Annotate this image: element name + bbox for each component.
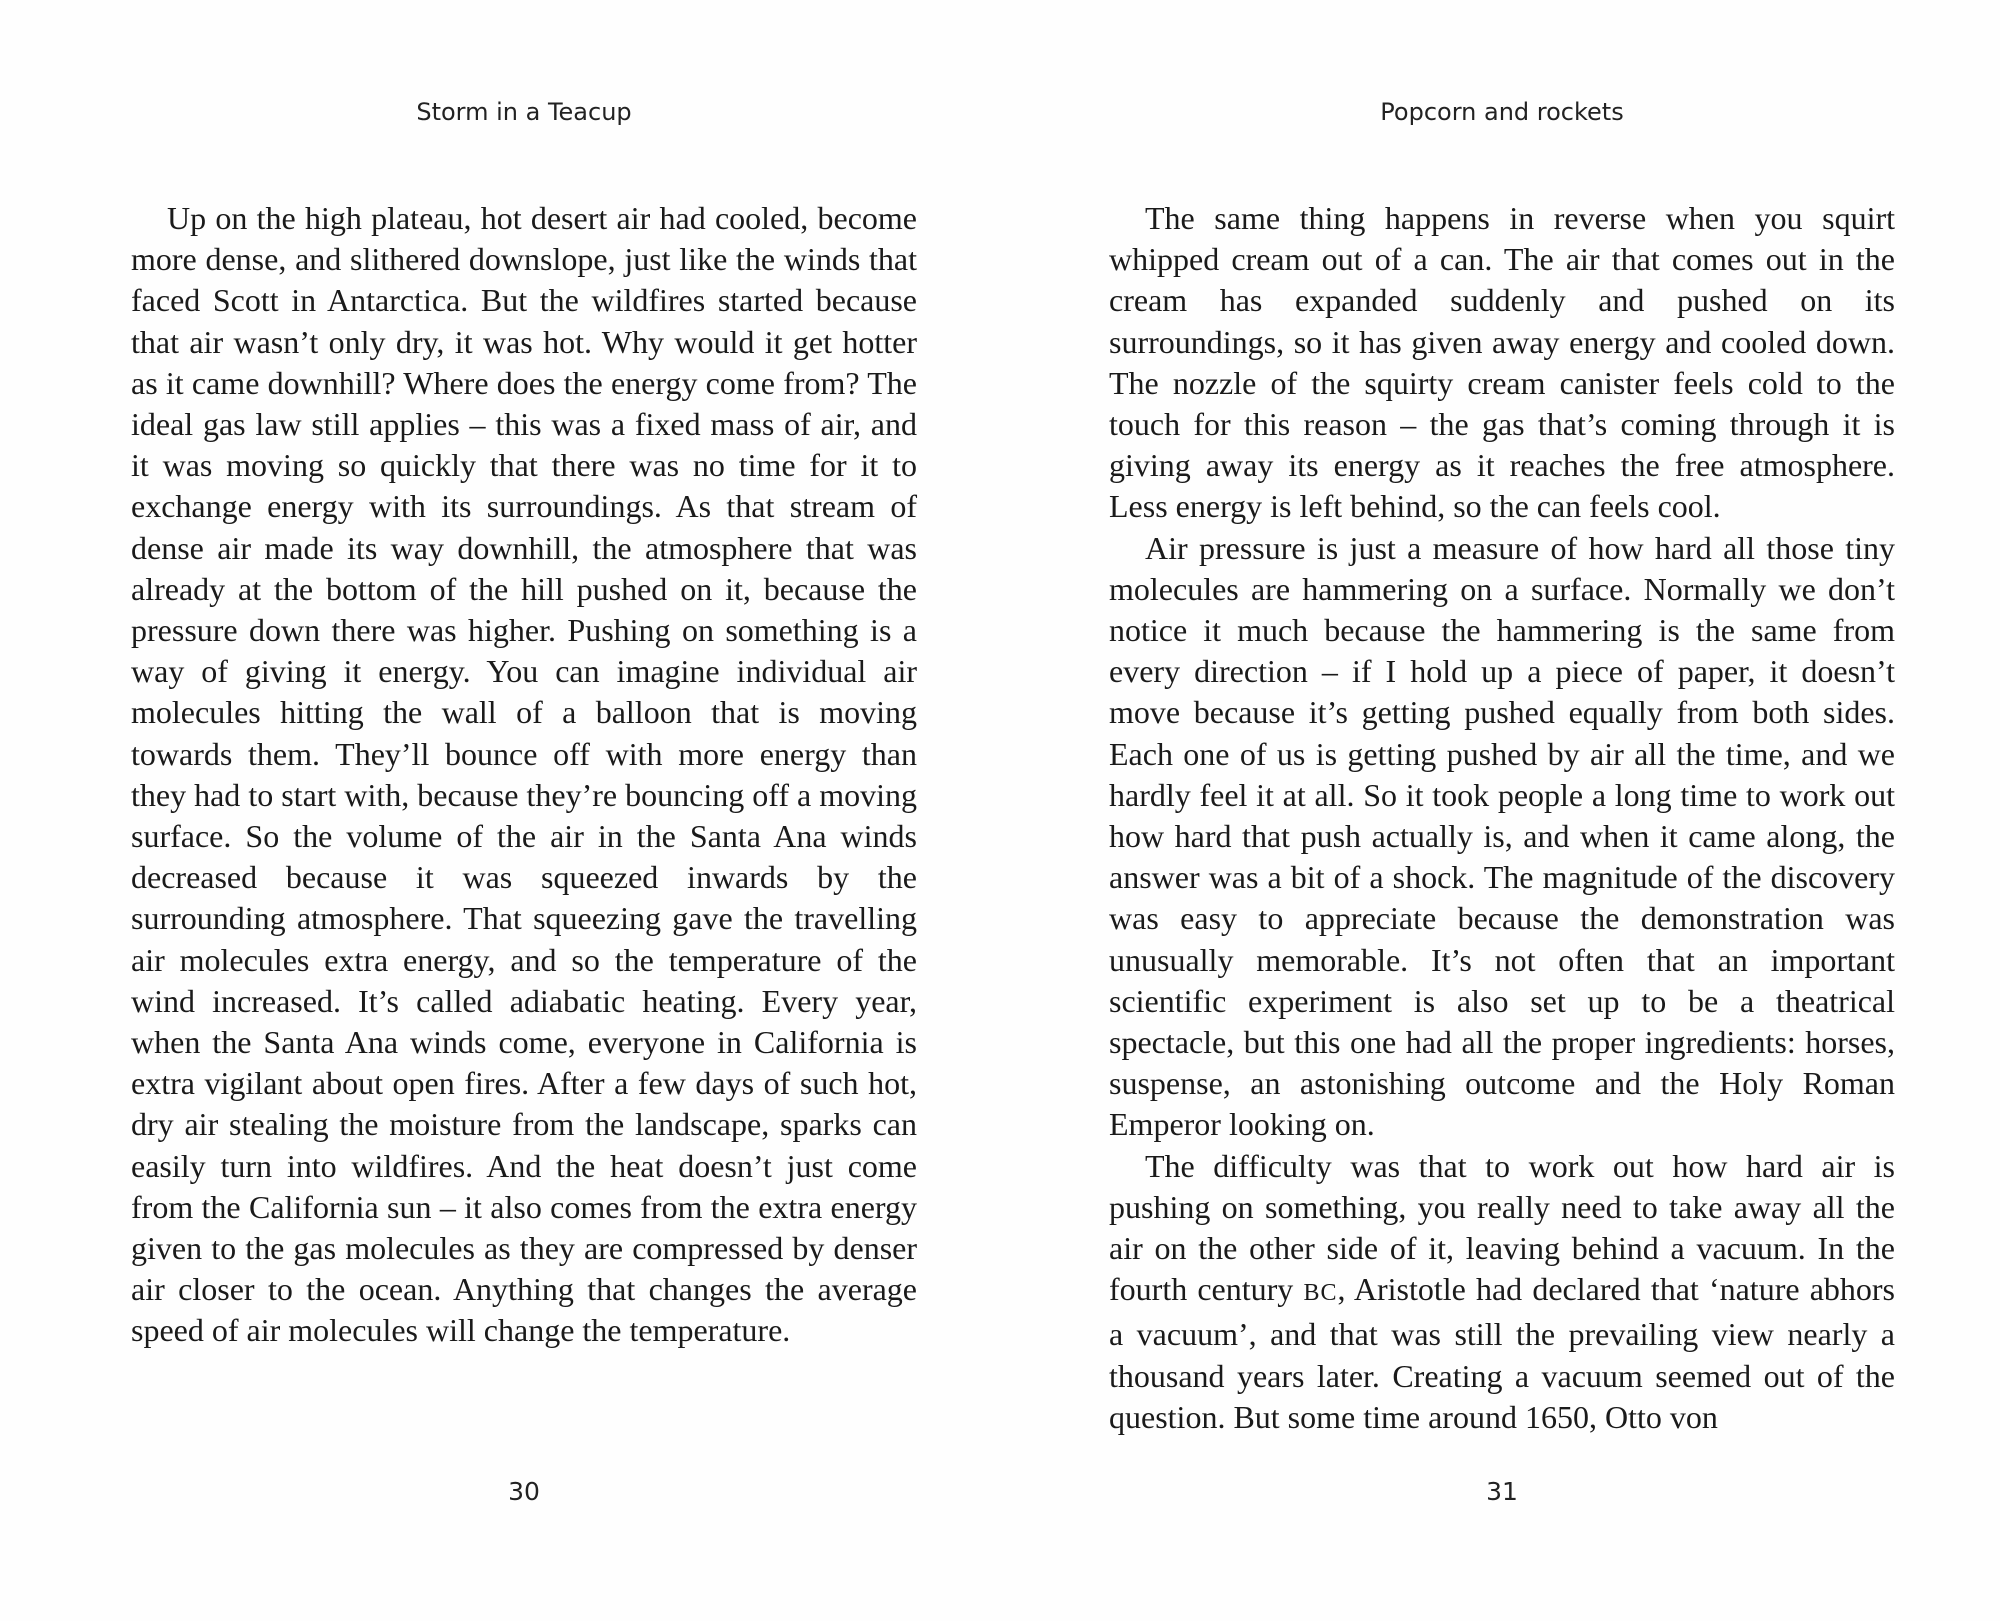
- paragraph-text: The difficulty was that to work out how hard air is pushing on something, you really need to take away all the air on the other side of it, leaving behind a vacuum. In the fourth century: [1109, 1147, 1895, 1308]
- right-page: [1000, 0, 2000, 1621]
- paragraph: Up on the high plateau, hot desert air had cooled, become more dense, and slithered downslope, just like the winds that faced Scott in Antarctica. But the wildfires started because that air wasn’t only dry, it was hot. Why would it get hotter as it came downhill? Where does the energy come from? The ideal gas law still applies – this was a fixed mass of air, and it was moving so quickly that there was no time for it to exchange energy with its surroundings. As that stream of dense air made its way downhill, the atmosphere that was already at the bottom of the hill pushed on it, because the pressure down there was higher. Pushing on something is a way of giving it energy. You can imagine individual air molecules hitting the wall of a balloon that is moving towards them. They’ll bounce off with more energy than they had to start with, because they’re bouncing off a moving surface. So the volume of the air in the Santa Ana winds decreased because it was squeezed inwards by the surrounding atmosphere. That squeezing gave the travelling air molecules extra energy, and so the temperature of the wind increased. It’s called adiabatic heating. Every year, when the Santa Ana winds come, everyone in California is extra vigilant about open fires. After a few days of such hot, dry air stealing the moisture from the landscape, sparks can easily turn into wildfires. And the heat doesn’t just come from the California sun – it also comes from the extra energy given to the gas molecules as they are compressed by denser air closer to the ocean. Anything that changes the average speed of air molecules will change the temperature.: [131, 200, 917, 1349]
- running-head: Storm in a Teacup: [416, 98, 632, 126]
- paragraph-text: , Aristotle had declared that ‘nature abhors a vacuum’, and that was still the prevailing view nearly a thousand years later. Creating a vacuum seemed out of the question. But some time around 1650, Otto von: [1109, 1271, 1896, 1435]
- running-head: Popcorn and rockets: [1380, 98, 1624, 126]
- body-text: [1109, 198, 1895, 1438]
- paragraph: Air pressure is just a measure of how hard all those tiny molecules are hammering on a surface. Normally we don’t notice it much because the hammering is the same from every direction – if I hold up a piece of paper, it doesn’t move because it’s getting pushed equally from both sides. Each one of us is getting pushed by air all the time, and we hardly feel it at all. So it took people a long time to work out how hard that push actually is, and when it came along, the answer was a bit of a shock. The magnitude of the discovery was easy to appreciate because the demonstration was unusually memorable. It’s not often that an important scientific experiment is also set up to be a theatrical spectacle, but this one had all the proper ingredients: horses, suspense, an astonishing outcome and the Holy Roman Emperor looking on.: [1109, 529, 1895, 1143]
- body-text: [131, 198, 917, 1352]
- page-number: 30: [508, 1477, 540, 1506]
- paragraph: The same thing happens in reverse when you squirt whipped cream out of a can. The air that comes out in the cream has expanded suddenly and pushed on its surroundings, so it has given away energy and cooled down. The nozzle of the squirty cream canister feels cold to the touch for this reason – the gas that’s coming through it is giving away its energy as it reaches the free atmosphere. Less energy is left behind, so the can feels cool.: [1109, 200, 1895, 525]
- paragraph: [1109, 1146, 1895, 1438]
- era-abbreviation: BC: [1303, 1280, 1338, 1307]
- page-number: 31: [1486, 1477, 1518, 1506]
